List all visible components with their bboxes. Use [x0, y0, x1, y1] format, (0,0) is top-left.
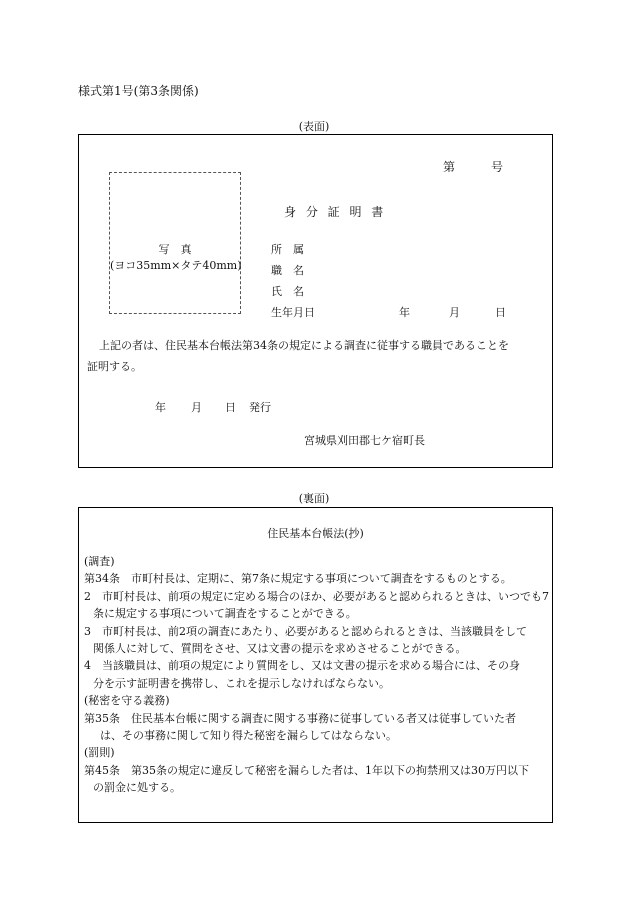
statement	[87, 335, 545, 377]
back-side-label: (裏面)	[298, 492, 330, 505]
article-34-4-cont: 分を示す証明書を携帯し、これを提示しなければならない。	[93, 676, 390, 690]
front-card	[78, 134, 553, 468]
heading-survey: (調査)	[84, 555, 115, 568]
article-34-3-cont: 関係人に対して、質問をさせ、又は文書の提示を求めさせることができる。	[93, 641, 467, 655]
photo-size: (ヨコ35mm×タテ40mm)	[110, 259, 242, 272]
photo-label: 写 真	[158, 243, 192, 256]
article-34-4: 4 当該職員は、前項の規定により質問をし、又は文書の提示を求める場合には、その身	[84, 659, 520, 673]
back-card	[78, 507, 553, 823]
birth-year: 年	[399, 306, 410, 319]
issue-month: 月	[191, 401, 202, 414]
issue-year: 年	[155, 401, 166, 414]
article-34: 第34条 市町村長は、定期に、第7条に規定する事項について調査をするものとする。	[84, 572, 512, 586]
article-34-3: 3 市町村長は、前2項の調査にあたり、必要があると認められるときは、当該職員をして	[84, 624, 527, 638]
law-text	[84, 553, 548, 796]
article-35-cont: は、その事務に関して知り得た秘密を漏らしてはならない。	[100, 728, 397, 742]
article-45-cont: の罰金に処する。	[93, 781, 181, 795]
heading-confidentiality: (秘密を守る義務)	[84, 694, 170, 708]
law-title: 住民基本台帳法(抄)	[267, 527, 364, 540]
issue-label: 発行	[249, 401, 271, 414]
article-34-2-cont: 条に規定する事項について調査をすることができる。	[93, 607, 357, 621]
statement-line-2: 証明する。	[87, 360, 142, 373]
field-name: 氏 名	[271, 285, 304, 298]
field-job-title: 職 名	[271, 264, 304, 277]
form-id: 様式第1号(第3条関係)	[78, 84, 199, 98]
article-45: 第45条 第35条の規定に違反して秘密を漏らした者は、1年以下の拘禁刑又は30万円以下	[84, 763, 529, 777]
issue-day: 日	[225, 401, 236, 414]
front-side-label: (表面)	[298, 120, 330, 133]
number-suffix: 号	[491, 160, 504, 174]
birth-day: 日	[495, 306, 506, 319]
statement-line-1: 上記の者は、住民基本台帳法第34条の規定による調査に従事する職員であることを	[99, 339, 509, 352]
heading-penalty: (罰則)	[84, 746, 115, 760]
field-affiliation: 所 属	[271, 243, 304, 256]
issuer: 宮城県刈田郡七ケ宿町長	[304, 434, 425, 447]
document-title: 身 分 証 明 書	[284, 205, 384, 219]
article-35: 第35条 住民基本台帳に関する調査に関する事務に従事している者又は従事していた者	[84, 711, 516, 725]
article-34-2: 2 市町村長は、前項の規定に定める場合のほか、必要があると認められるときは、いつでも7	[84, 589, 549, 603]
number-prefix: 第	[443, 160, 456, 174]
field-birthdate: 生年月日	[271, 306, 315, 319]
birth-month: 月	[449, 306, 460, 319]
photo-placeholder	[109, 172, 241, 314]
